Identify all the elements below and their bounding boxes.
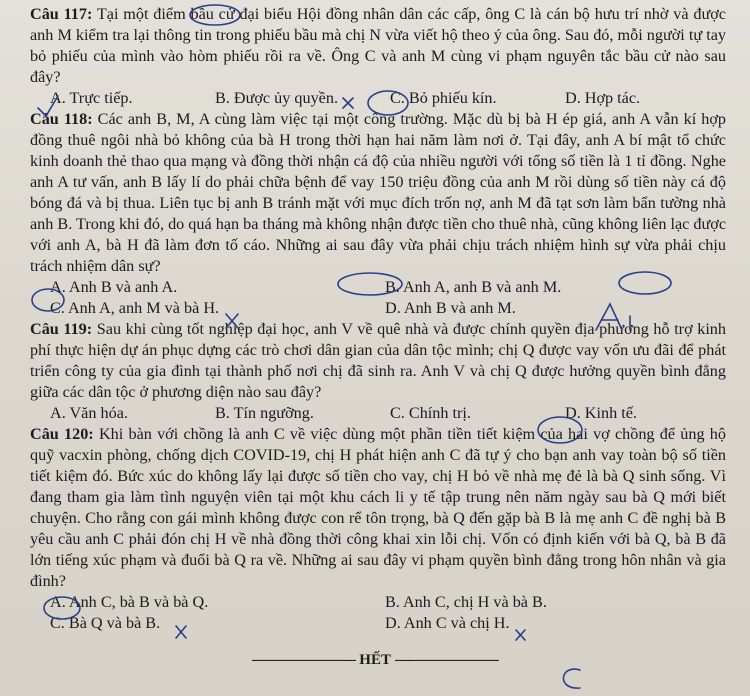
q119-option-c[interactable]: C. Chính trị. xyxy=(390,404,471,422)
q119-option-b[interactable]: B. Tín ngưỡng. xyxy=(215,404,314,422)
question-119-title: Câu 119: xyxy=(30,320,93,338)
question-119-text: Sau khi cùng tốt nghiệp đại học, anh V về quê nhà và được chính quyền địa phương hỗ trợ kinh phí thực hiện dự án phục dựng các trò chơi dân gian của dân tộc mình; chị Q được vay vốn ưu đãi để phát triển công ty của gia đình tại thành phố nơi chị đã sinh ra. Anh V và chị Q được hưởng quyền bình đẳng giữa các dân tộc ở phương diện nào sau đây? xyxy=(30,320,726,401)
q118-option-a[interactable]: A. Anh B và anh A. xyxy=(50,278,178,296)
end-label: HẾT xyxy=(359,652,391,668)
question-117-title: Câu 117: xyxy=(30,5,93,23)
end-dash-right: -------------------------- xyxy=(394,652,499,668)
mark-handwritten-c xyxy=(563,669,580,688)
q120-option-a[interactable]: A. Anh C, bà B và bà Q. xyxy=(50,593,209,611)
end-dash-left: -------------------------- xyxy=(251,652,356,668)
q119-option-a[interactable]: A. Văn hóa. xyxy=(50,404,128,422)
question-119-options xyxy=(30,403,726,424)
q117-option-a[interactable]: A. Trực tiếp. xyxy=(50,89,133,107)
question-117-options xyxy=(30,88,726,109)
q118-option-b[interactable]: B. Anh A, anh B và anh M. xyxy=(385,278,562,296)
question-117-text: Tại một điểm bầu cử đại biểu Hội đồng nhân dân các cấp, ông C là cán bộ hưu trí nhờ và được anh M kiểm tra lại thông tin trong phiếu bầu mà chị N vừa viết hộ theo ý của ông. Sau đó, mỗi người tự tay bỏ phiếu của mình vào hòm phiếu rồi ra về. Ông C và anh M cùng vi phạm nguyên tắc bầu cử nào sau đây? xyxy=(30,5,726,86)
question-118-text: Các anh B, M, A cùng làm việc tại một công trường. Mặc dù bị bà H ép giá, anh A vẫn kí hợp đồng thuê ngôi nhà bỏ không của bà H trong thời hạn hai năm làm nơi ở. Tại đây, anh A bí mật tổ chức kinh doanh thẻ thao qua mạng và đồng thời nhận cá độ của nhiều người với tổng số tiền là 1 tỉ đồng. Nghe anh A tư vấn, anh B lấy lí do phải chữa bệnh để vay 150 triệu đồng của anh M rồi dùng số tiền này cá độ bóng đá và bị thua. Liên tục bị anh B tránh mặt với mục đích trốn nợ, anh M đã tạt sơn làm bẩn tường nhà anh B. Trong khi đó, do quá hạn ba tháng mà không nhận được tiền cho thuê nhà, cũng không liên lạc được với anh A, bà H đã làm đơn tố cáo. Những ai sau đây vừa phải chịu trách nhiệm hình sự vừa phải chịu trách nhiệm dân sự? xyxy=(30,110,726,275)
question-120-text: Khi bàn với chồng là anh C về việc dùng một phần tiền tiết kiệm của hai vợ chồng để ủng hộ quỹ vacxin phòng, chống dịch COVID-19, chị H phát hiện anh C đã tự ý cho bạn anh vay toàn bộ số tiền tiết kiệm đó. Bức xúc do không lấy lại được số tiền cho vay, chị H bỏ về nhà mẹ đẻ là bà Q sinh sống. Vì đang tham gia làm tình nguyện viên tại một khu cách li y tế tập trung nên năm ngày sau bà Q mới biết chuyện. Cho rằng con gái mình không được con rể tôn trọng, bà Q đến gặp bà B là mẹ anh C đề nghị bà B yêu cầu anh C phải đón chị H về nhà đồng thời công khai xin lỗi chị. Vốn có định kiến với bà Q, bà B đã lớn tiếng xúc phạm và đuổi bà Q ra về. Những ai sau đây vi phạm quyền bình đẳng trong hôn nhân và gia đình? xyxy=(30,425,726,590)
q120-option-d[interactable]: D. Anh C và chị H. xyxy=(385,614,510,632)
question-120-options-row1 xyxy=(30,592,726,613)
question-118 xyxy=(30,109,726,277)
question-118-title: Câu 118: xyxy=(30,110,93,128)
q117-option-d[interactable]: D. Hợp tác. xyxy=(565,89,641,107)
question-120-options-row2 xyxy=(30,613,726,634)
question-117 xyxy=(30,4,726,88)
q117-option-b[interactable]: B. Được ủy quyền. xyxy=(215,89,338,107)
q119-option-d[interactable]: D. Kinh tế. xyxy=(565,404,637,422)
question-118-options-row1 xyxy=(30,277,726,298)
q118-option-d[interactable]: D. Anh B và anh M. xyxy=(385,299,516,317)
q120-option-b[interactable]: B. Anh C, chị H và bà B. xyxy=(385,593,547,611)
end-marker xyxy=(0,652,750,669)
question-120-title: Câu 120: xyxy=(30,425,94,443)
question-120 xyxy=(30,424,726,592)
q117-option-c[interactable]: C. Bỏ phiếu kín. xyxy=(390,89,497,107)
question-119 xyxy=(30,319,726,403)
question-118-options-row2 xyxy=(30,298,726,319)
q120-option-c[interactable]: C. Bà Q và bà B. xyxy=(50,614,161,632)
q118-option-c[interactable]: C. Anh A, anh M và bà H. xyxy=(50,299,220,317)
